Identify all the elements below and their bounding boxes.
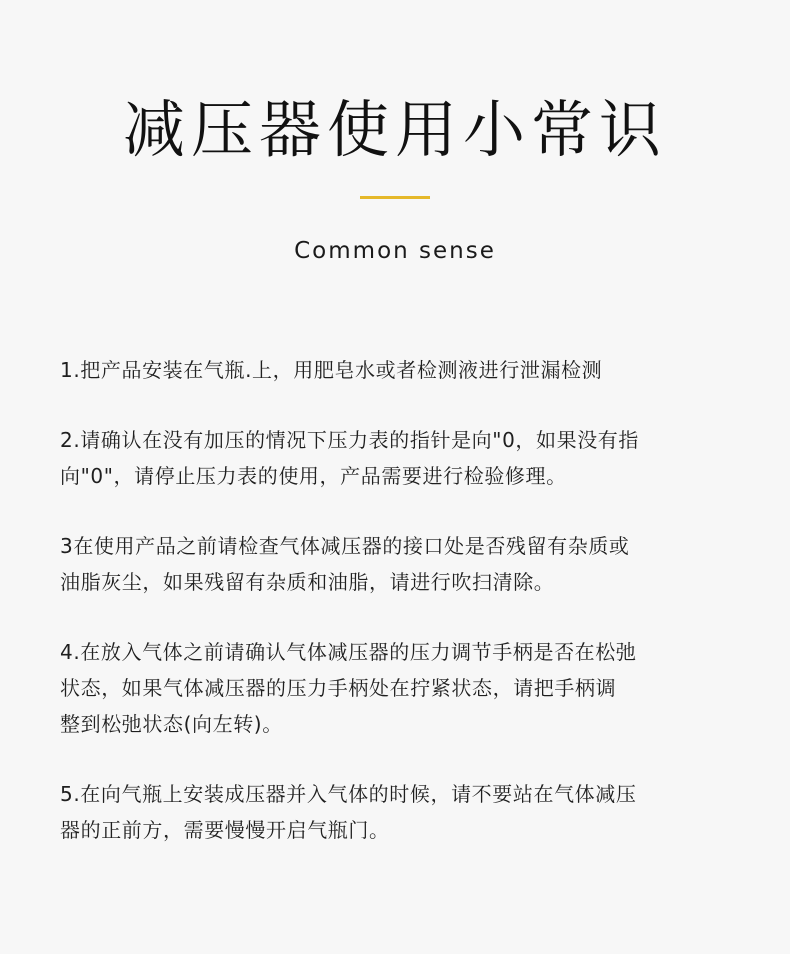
tip-text: 油脂灰尘，如果残留有杂质和油脂，请进行吹扫清除。	[60, 570, 555, 594]
tip-text: 状态，如果气体减压器的压力手柄处在拧紧状态，请把手柄调	[60, 676, 617, 700]
tip-item	[60, 776, 740, 848]
title-divider	[360, 196, 430, 199]
tip-text: 1.把产品安装在气瓶.上，用肥皂水或者检测液进行泄漏检测	[60, 358, 603, 382]
tip-text: 2.请确认在没有加压的情况下压力表的指针是向"0，如果没有指	[60, 428, 640, 452]
tip-item	[60, 352, 740, 388]
tip-item	[60, 634, 740, 742]
page-subtitle: Common sense	[294, 238, 496, 264]
tip-text: 3在使用产品之前请检查气体减压器的接口处是否残留有杂质或	[60, 534, 630, 558]
tip-text: 4.在放入气体之前请确认气体减压器的压力调节手柄是否在松弛	[60, 640, 637, 664]
tip-text: 整到松弛状态(向左转)。	[60, 712, 283, 736]
tip-text: 器的正前方，需要慢慢开启气瓶门。	[60, 818, 390, 842]
tips-list	[60, 352, 740, 882]
tip-text: 5.在向气瓶上安装成压器并入气体的时候，请不要站在气体减压	[60, 782, 637, 806]
tip-item	[60, 422, 740, 494]
page-title: 减压器使用小常识	[122, 93, 667, 166]
tip-item	[60, 528, 740, 600]
tip-text: 向"0"，请停止压力表的使用，产品需要进行检验修理。	[60, 464, 567, 488]
